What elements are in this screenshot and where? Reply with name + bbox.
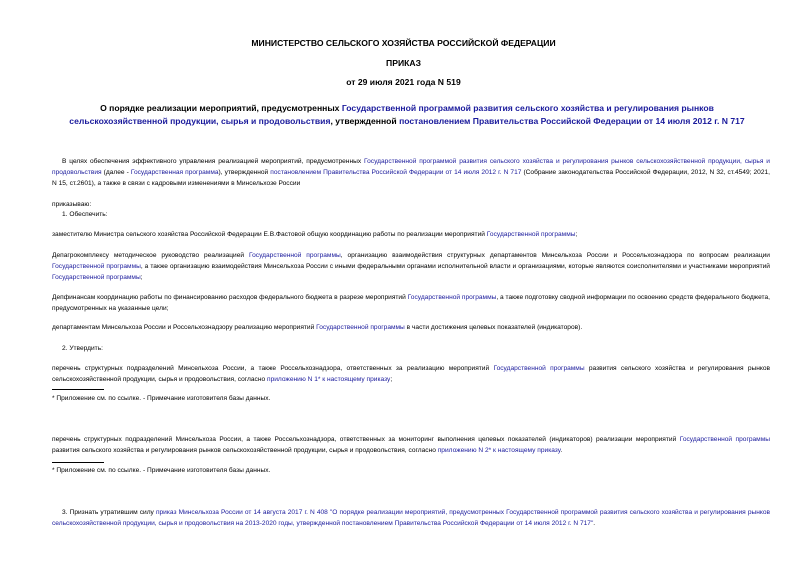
intro-link-state-program[interactable]: Государственной программой развития сельского хозяйства и регулирования рынков сельскохозяйственной продукции, сырья и продовольствия — [52, 158, 770, 176]
item2-paragraph-1 — [52, 363, 770, 385]
item1-p2-text-2: , организацию взаимодействия структурных департаментов Минсельхоза России и Россельхознадзора по вопросам реализации — [340, 252, 770, 259]
item1-p2-link-2[interactable]: Государственной программы — [52, 263, 141, 270]
item1-p2-text-1: Депагрокомплексу методическое руководство реализацией — [52, 252, 249, 259]
item2-p1-link-program[interactable]: Государственной программы — [493, 365, 585, 372]
item1-paragraph-4 — [52, 322, 770, 333]
item1-p1-text-1: заместителю Министра сельского хозяйства Российской Федерации Е.В.Фастовой общую координацию работы по реализации мероприятий — [52, 231, 487, 238]
item1-p2-text-4: ; — [140, 274, 143, 281]
item1-p1-link[interactable]: Государственной программы — [486, 231, 576, 238]
document-title — [50, 102, 764, 128]
intro-text-3: ), утвержденной — [218, 169, 271, 176]
item2-p1-text-1: перечень структурных подразделений Минсельхоза России, а также Россельхознадзора, ответственных за реализацию мероприятий — [52, 365, 494, 372]
title-link-government-decree[interactable]: постановлением Правительства Российской Федерации от 14 июля 2012 г. N 717 — [399, 116, 745, 126]
item2-p1-text-2: развития сельского хозяйства и регулирования рынков сельскохозяйственной продукции, сырья и продовольствия, согласно — [52, 365, 770, 383]
item1-p2-link-1[interactable]: Государственной программы — [248, 252, 341, 259]
ministry-heading: МИНИСТЕРСТВО СЕЛЬСКОГО ХОЗЯЙСТВА РОССИЙСКОЙ ФЕДЕРАЦИИ — [251, 38, 556, 48]
item1-paragraph-1 — [52, 229, 770, 240]
title-text-1: О порядке реализации мероприятий, предусмотренных — [100, 103, 342, 113]
item1-p3-text-2: , а также подготовку сводной информации по освоению средств федерального бюджета, предусмотренных на указанные цели; — [52, 294, 770, 312]
item1-p3-text-1: Депфинансам координацию работы по финансированию расходов федерального бюджета в разрезе мероприятий — [52, 294, 408, 301]
prikazyvayu: приказываю: — [52, 201, 92, 208]
item1-paragraph-2 — [52, 250, 770, 283]
intro-text-1: В целях обеспечения эффективного управления реализацией мероприятий, предусмотренных — [62, 158, 364, 165]
item2-heading: 2. Утвердить: — [62, 345, 103, 352]
footnote-divider-2 — [52, 462, 104, 463]
intro-text-2: (далее - — [101, 169, 131, 176]
item1-heading: 1. Обеспечить: — [62, 211, 108, 218]
title-link-state-program[interactable]: Государственной программой развития сельского хозяйства и регулирования рынков сельскохозяйственной продукции, сырья и продовольствия — [69, 103, 714, 126]
intro-link-state-program-short[interactable]: Государственная программа — [130, 169, 219, 176]
item1-p1-text-2: ; — [575, 231, 578, 238]
intro-paragraph — [52, 156, 770, 189]
item1-p4-link[interactable]: Государственной программы — [316, 324, 405, 331]
item2-paragraph-2 — [52, 434, 770, 456]
item1-p4-text-1: департаментам Минсельхоза России и Россельхознадзору реализацию мероприятий — [52, 324, 317, 331]
item1-p3-link[interactable]: Государственной программы — [407, 294, 497, 301]
item1-p4-text-2: в части достижения целевых показателей (индикаторов). — [404, 324, 583, 331]
item3-text-1: 3. Признать утратившим силу — [62, 509, 156, 516]
footnote-divider-1 — [52, 389, 104, 390]
document-type-heading: ПРИКАЗ — [386, 58, 421, 68]
intro-link-government-decree[interactable]: постановлением Правительства Российской Федерации от 14 июля 2012 г. N 717 — [270, 169, 522, 176]
item1-paragraph-3 — [52, 292, 770, 314]
item3-paragraph — [52, 507, 770, 529]
item2-p2-text-1: перечень структурных подразделений Минсельхоза России, а также Россельхознадзора, ответственных за мониторинг выполнения целевых показателей (индикаторов) реализации мероприятий — [52, 436, 680, 443]
item1-p2-text-3: , а также организацию взаимодействия Минсельхоза России с иными федеральными органами исполнительной власти и организациями, которые являются соисполнителями и участниками мероприятий — [140, 263, 770, 270]
item3-text-2: . — [593, 520, 596, 527]
item2-p2-link-appendix-2[interactable]: приложению N 2* к настоящему приказу — [437, 447, 561, 454]
footnote-2: * Приложение см. по ссылке. - Примечание изготовителя базы данных. — [52, 467, 271, 474]
item2-p1-link-appendix-1[interactable]: приложению N 1* к настоящему приказу — [267, 376, 391, 383]
footnote-1: * Приложение см. по ссылке. - Примечание изготовителя базы данных. — [52, 395, 271, 402]
title-text-2: , утвержденной — [330, 116, 400, 126]
document-date-number: от 29 июля 2021 года N 519 — [346, 77, 461, 87]
item2-p1-text-3: ; — [390, 376, 393, 383]
intro-text-4: (Собрание законодательства Российской Федерации, 2012, N 32, ст.4549; 2021, N 15, ст.2601), а также в связи с кадровыми изменениями в Минсельхозе России — [52, 169, 770, 187]
item1-p2-link-3[interactable]: Государственной программы — [52, 274, 141, 281]
item3-link-repealed-order[interactable]: приказ Минсельхоза России от 14 августа 2017 г. N 408 "О порядке реализации мероприятий, предусмотренных Государственной программой развития сельского хозяйства и регулирования рынков сельскохозяйственной продукции, сырья и продовольствия на 2013-2020 годы, утвержденной постановлением Правительства Российской Федерации от 14 июля 2012 г. N 717" — [52, 509, 771, 527]
item2-p2-link-program[interactable]: Государственной программы — [679, 436, 770, 443]
item2-p2-text-3: . — [560, 447, 563, 454]
item2-p2-text-2: развития сельского хозяйства и регулирования рынков сельскохозяйственной продукции, сырья и продовольствия, согласно — [52, 447, 438, 454]
